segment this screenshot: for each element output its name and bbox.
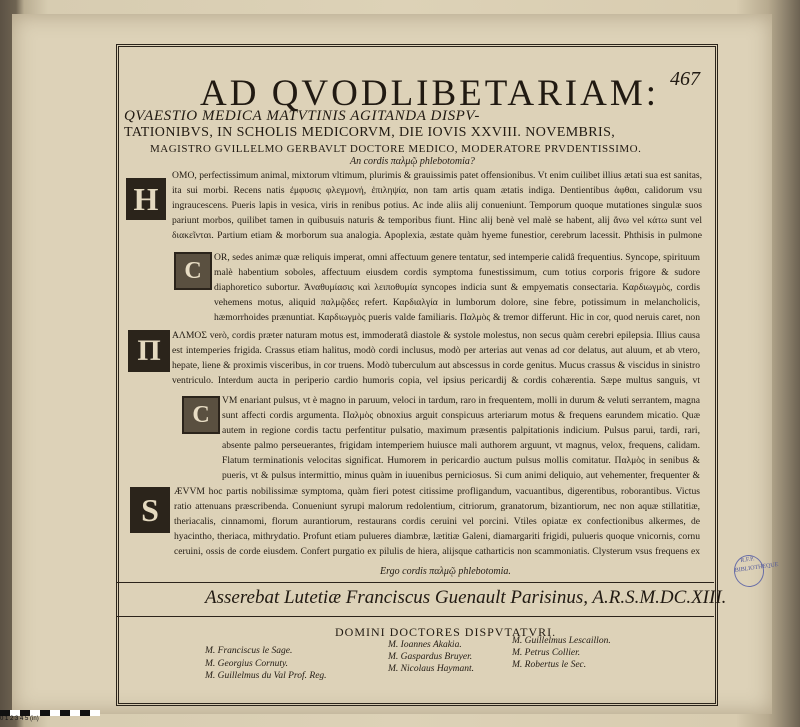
drop-cap-c: C [174,252,212,290]
conclusion-line: Ergo cordis παλμῷ phlebotomia. [380,566,511,577]
rule-bottom [116,616,714,617]
doctor-name: M. Gaspardus Bruyer. [388,652,473,662]
doctor-name: M. Guillelmus du Val Prof. Reg. [205,671,327,681]
drop-cap-pi: Π [128,330,170,372]
library-stamp: R.F.P. BIBLIOTHEQUE [732,553,766,589]
paragraph-4: VM enariant pulsus, vt è magno in paruum, veloci in tardum, raro in frequentem, molli in durum & veluti serrantem, magna sunt affecti cordis argumenta. Παλμὸς obnoxius arguit conspicuus arteriarum motus & frequens earundem micatio. Quæ autem in regione cordis tactu perfentitur pulsatio, maximum præsentis palpitationis indicium. Pulsus parui, tardi, rari, absente palmo perseuerantes, frigidam intemperiem huiusce mali authorem arguunt, vt magnus, velox, frequens, calidam. Flatum terminationis velocitas significat. Humorem in pericardio auctum pulsus mollis comitatur. Παλμὸς in senibus & pueris, vt & pulsus intermittio, minus quàm in iuuenibus perniciosus. Si cum animi deliquio, aut vehementer, frequenter & [222,395,700,481]
scale-label: 0 1 2 3 4 5 (in) [0,716,39,722]
paragraph-3: ΑΛΜΟΣ verò, cordis præter naturam motus est, immoderatâ diastole & systole molestus, non secus quàm cerebri epilepsia. Illius causa est intemperies frigida. Crassus etiam halitus, modò cordi inclusus, modò per arterias aut venas ad cor delatus, aut aluum, et ab vtero, hepate, liene & proximis visceribus, in cor truens. Modò tuberculum aut abscessus in corde genitus. Mucus crassus & viscidus in sinistro ventriculo. Interdum aucta in periperio cardio humoris copia, vel ipsius pericardij & cordis cohærentia. Sæpe multus sanguis, vt [172,330,700,386]
doctor-name: M. Franciscus le Sage. [205,646,293,656]
subtitle-line-2: TATIONIBVS, IN SCHOLIS MEDICORVM, DIE IOVIS XXVIII. NOVEMBRIS, [124,125,616,140]
doctor-name: M. Robertus le Sec. [512,660,587,670]
doctor-name: M. Petrus Collier. [512,648,581,658]
doctors-heading: DOMINI DOCTORES DISPVTATVRI. [335,625,557,639]
page-number: 467 [670,68,700,90]
paragraph-2: OR, sedes animæ quæ reliquis imperat, omni affectuum genere tentatur, sed intemperie calidâ frequentius. Syncope, spirituum malè habentium soboles, affectuum eiusdem cordis symptoma funestissimum, cum totius corporis frigore & sudore diaphoretico subortur. Ἀναθυμίασις καὶ λειποθυμία syncopes indicia sunt & empyematis consectaria. Καρδιωγμὸς, cordis vehemens motus, aliquid παλμῷδες refert. Καρδιαλγία in lumborum dolore, sine febre, potissimum in melancholicis, hæmorrhoides prænuntiat. Καρδιωγμὸς pueris valde familiaris. Παλμὸς & tremor differunt. Hic in cor, quod neruis caret, non [214,252,700,323]
document-title: AD QVODLIBETARIAM: [200,73,660,114]
doctor-name: M. Georgius Cornuty. [205,659,289,669]
doctor-name: M. Nicolaus Haymant. [388,664,475,674]
drop-cap-c2: C [182,396,220,434]
rule-top [116,582,714,583]
paragraph-1: OMO, perfectissimum animal, mixtorum vltimum, plurimis & grauissimis patet offensionibus. Vt enim cuilibet illius ætati sua est sanitas, ita sui morbi. Recens natis ἐμφυσις φλεγμονή, ἐπιληψία, non tam artis quam ætatis indiga. Dentientibus ἀφθαι, calidorum vsu ingraucescens. Pueris lapis in vesica, viris in renibus potius. Ac inde aliis alij conueniunt. Temporum quoque mutationes singulæ suos pariunt morbos, quilibet tamen in quibusuis naturis & temporibus fiunt. Hinc alij benè vel malè se habent, alij ἄνω vel κάτω sunt vel διακεῖνται. Partium etiam & morborum sua analogia. Apoplexia, æstate quàm hyeme funestior, cerebrum lacessit. Phthisis in pulmone [172,170,702,241]
doctor-name: M. Guillelmus Lescaillon. [512,636,611,646]
question-line: An cordis παλμῷ phlebotomia? [350,156,475,167]
subtitle-line-3: MAGISTRO GVILLELMO GERBAVLT DOCTORE MEDICO, MODERATORE PRVDENTISSIMO. [150,143,642,155]
drop-cap-s: S [130,487,170,533]
subtitle-line-1: QVAESTIO MEDICA MATVTINIS AGITANDA DISPV- [124,108,480,124]
assertion-line: Asserebat Lutetiæ Franciscus Guenault Parisinus, A.R.S.M.DC.XIII. [205,587,727,608]
doctor-name: M. Ioannes Akakia. [388,640,462,650]
drop-cap-h: H [126,178,166,220]
paragraph-5: ÆVVM hoc partis nobilissimæ symptoma, quàm fieri potest citissime profligandum, vacuantibus, digerentibus, roborantibus. Victus ratio attenuans præscribenda. Conueniunt syrupi malorum redolentium, citriorum, granatorum, bizantiorum, nec non aquæ stillatitiæ, theriacalis, cinnamomi, florum aurantiorum, restaurans cordis ceruini vel porcini. Vtiles opiatæ ex confectionibus alkermes, de hyacintho, theriaca, mithrydatio. Profunt etiam pulueres diambræ, lætitiæ Galeni, diamargariti frigidi, pulueris quoque vnicornis, cornu ceruini, ossis de corde eiusdem. Confert purgatio ex pilulis de hiera, alijsque catharticis non scammoniatis. Clysterum vsus frequens ex [174,486,700,557]
